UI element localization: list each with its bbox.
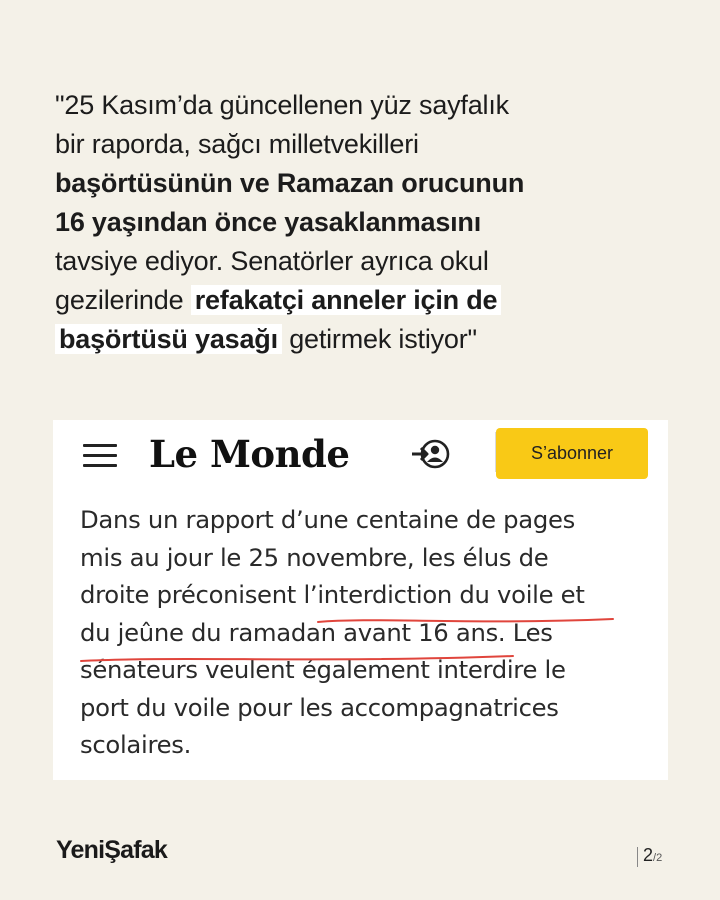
- article-line: sénateurs veulent également interdire le: [80, 655, 566, 684]
- yeni-safak-logo: YeniŞafak: [56, 836, 167, 864]
- article-line: du jeûne du ramadan avant 16 ans. Les: [80, 617, 553, 647]
- quote-text: [55, 86, 655, 359]
- subscribe-button[interactable]: S’abonner: [496, 428, 648, 479]
- article-line: mis au jour le 25 novembre, les élus de: [80, 542, 549, 572]
- menu-icon[interactable]: [83, 444, 117, 470]
- article-excerpt: [80, 501, 650, 764]
- quote-line: [55, 281, 655, 320]
- le-monde-logo[interactable]: Le Monde: [149, 432, 350, 476]
- login-icon[interactable]: [410, 434, 450, 474]
- quote-segment: getirmek istiyor": [281, 324, 477, 354]
- quote-line: [55, 203, 655, 242]
- page-current: 2: [643, 845, 654, 865]
- quote-segment: gezilerinde: [55, 285, 191, 315]
- quote-line: [55, 242, 655, 281]
- quote-highlight: refakatçi anneler için de: [191, 285, 502, 315]
- pager-divider: [637, 847, 638, 867]
- article-line: port du voile pour les accompagnatrices: [80, 692, 559, 722]
- page-indicator: [637, 845, 662, 867]
- quote-segment: "25 Kasım’da güncellenen yüz sayfalık: [55, 90, 509, 120]
- quote-segment: bir raporda, sağcı milletvekilleri: [55, 129, 419, 159]
- quote-segment: tavsiye ediyor. Senatörler ayrıca okul: [55, 246, 489, 276]
- quote-line: [55, 320, 655, 359]
- le-monde-article-card: [53, 420, 668, 780]
- article-line: Dans un rapport d’une centaine de pages: [80, 505, 576, 534]
- article-line: droite préconisent l’interdiction du voile et: [80, 580, 585, 609]
- quote-line: [55, 86, 655, 125]
- page-total: /2: [653, 852, 663, 864]
- article-line: scolaires.: [80, 730, 192, 759]
- quote-bold: başörtüsünün ve Ramazan orucunun: [55, 168, 525, 198]
- quote-line: [55, 125, 655, 164]
- quote-highlight: başörtüsü yasağı: [55, 324, 282, 354]
- quote-line: [55, 164, 655, 203]
- quote-bold: 16 yaşından önce yasaklanmasını: [55, 207, 482, 237]
